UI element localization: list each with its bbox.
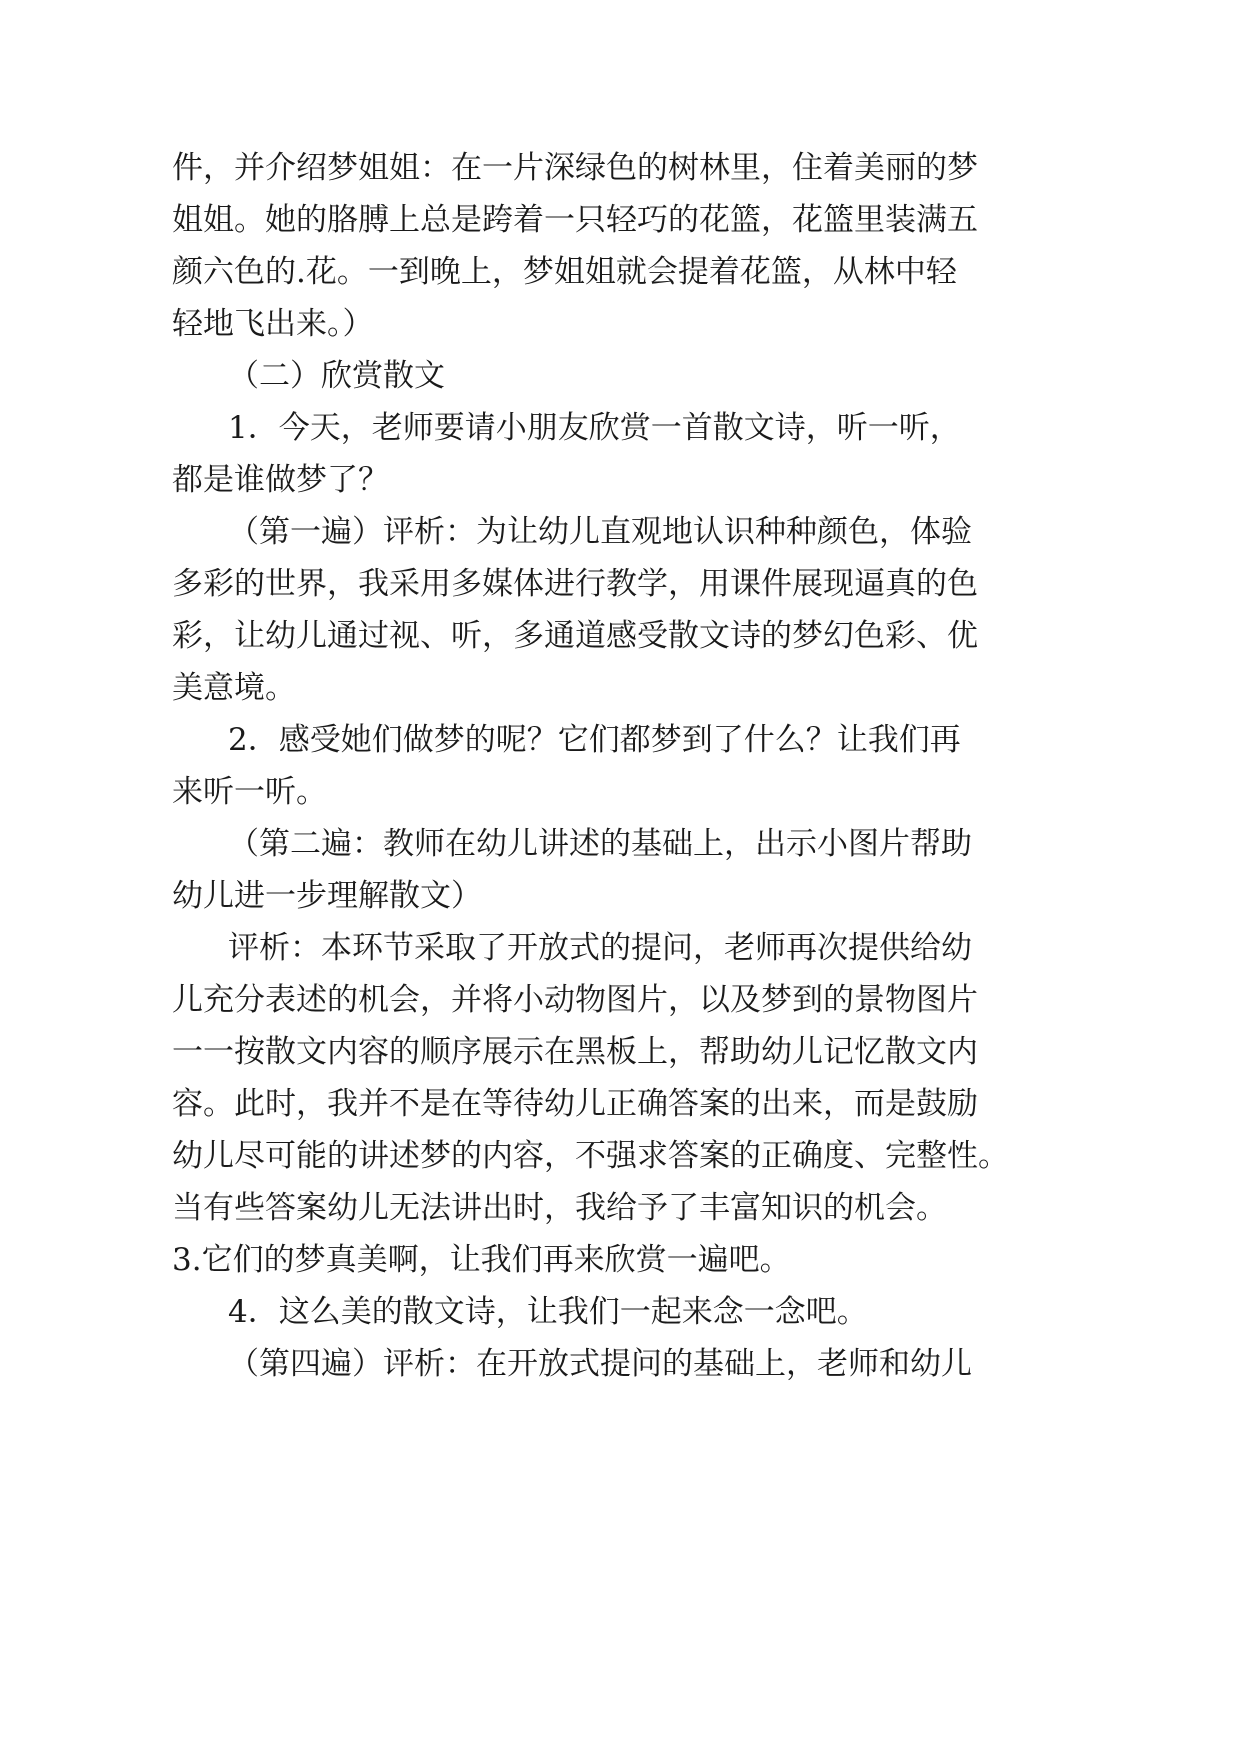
text-line-17: 儿充分表述的机会，并将小动物图片，以及梦到的景物图片 <box>172 982 978 1018</box>
text-line-4: 轻地飞出来。） <box>172 306 374 342</box>
text-line-1: 件，并介绍梦姐姐：在一片深绿色的树林里，住着美丽的梦 <box>172 150 978 186</box>
text-line-22: 3.它们的梦真美啊，让我们再来欣赏一遍吧。 <box>172 1242 791 1278</box>
text-line-10: 彩，让幼儿通过视、听，多通道感受散文诗的梦幻色彩、优 <box>172 618 978 654</box>
text-line-8: （第一遍）评析：为让幼儿直观地认识种种颜色，体验 <box>228 514 972 550</box>
text-line-12: 2．感受她们做梦的呢？它们都梦到了什么？让我们再 <box>228 722 961 758</box>
text-line-24: （第四遍）评析：在开放式提问的基础上，老师和幼儿 <box>228 1346 972 1382</box>
text-line-19: 容。此时，我并不是在等待幼儿正确答案的出来，而是鼓励 <box>172 1086 978 1122</box>
text-line-2: 姐姐。她的胳膊上总是跨着一只轻巧的花篮，花篮里装满五 <box>172 202 978 238</box>
text-line-13: 来听一听。 <box>172 774 327 810</box>
text-line-14: （第二遍：教师在幼儿讲述的基础上，出示小图片帮助 <box>228 826 972 862</box>
text-line-7: 都是谁做梦了？ <box>172 462 389 498</box>
text-line-11: 美意境。 <box>172 670 296 706</box>
section-heading: （二）欣赏散文 <box>228 358 445 394</box>
text-line-3: 颜六色的.花。一到晚上，梦姐姐就会提着花篮，从林中轻 <box>172 254 957 290</box>
text-line-21: 当有些答案幼儿无法讲出时，我给予了丰富知识的机会。 <box>172 1190 947 1226</box>
text-line-20: 幼儿尽可能的讲述梦的内容，不强求答案的正确度、完整性。 <box>172 1138 1009 1174</box>
text-line-15: 幼儿进一步理解散文） <box>172 878 482 914</box>
text-line-16: 评析：本环节采取了开放式的提问，老师再次提供给幼 <box>228 930 972 966</box>
text-line-23: 4．这么美的散文诗，让我们一起来念一念吧。 <box>228 1294 868 1330</box>
text-line-9: 多彩的世界，我采用多媒体进行教学，用课件展现逼真的色 <box>172 566 978 602</box>
text-line-6: 1．今天，老师要请小朋友欣赏一首散文诗，听一听， <box>228 410 961 446</box>
text-line-18: 一一按散文内容的顺序展示在黑板上，帮助幼儿记忆散文内 <box>172 1034 978 1070</box>
